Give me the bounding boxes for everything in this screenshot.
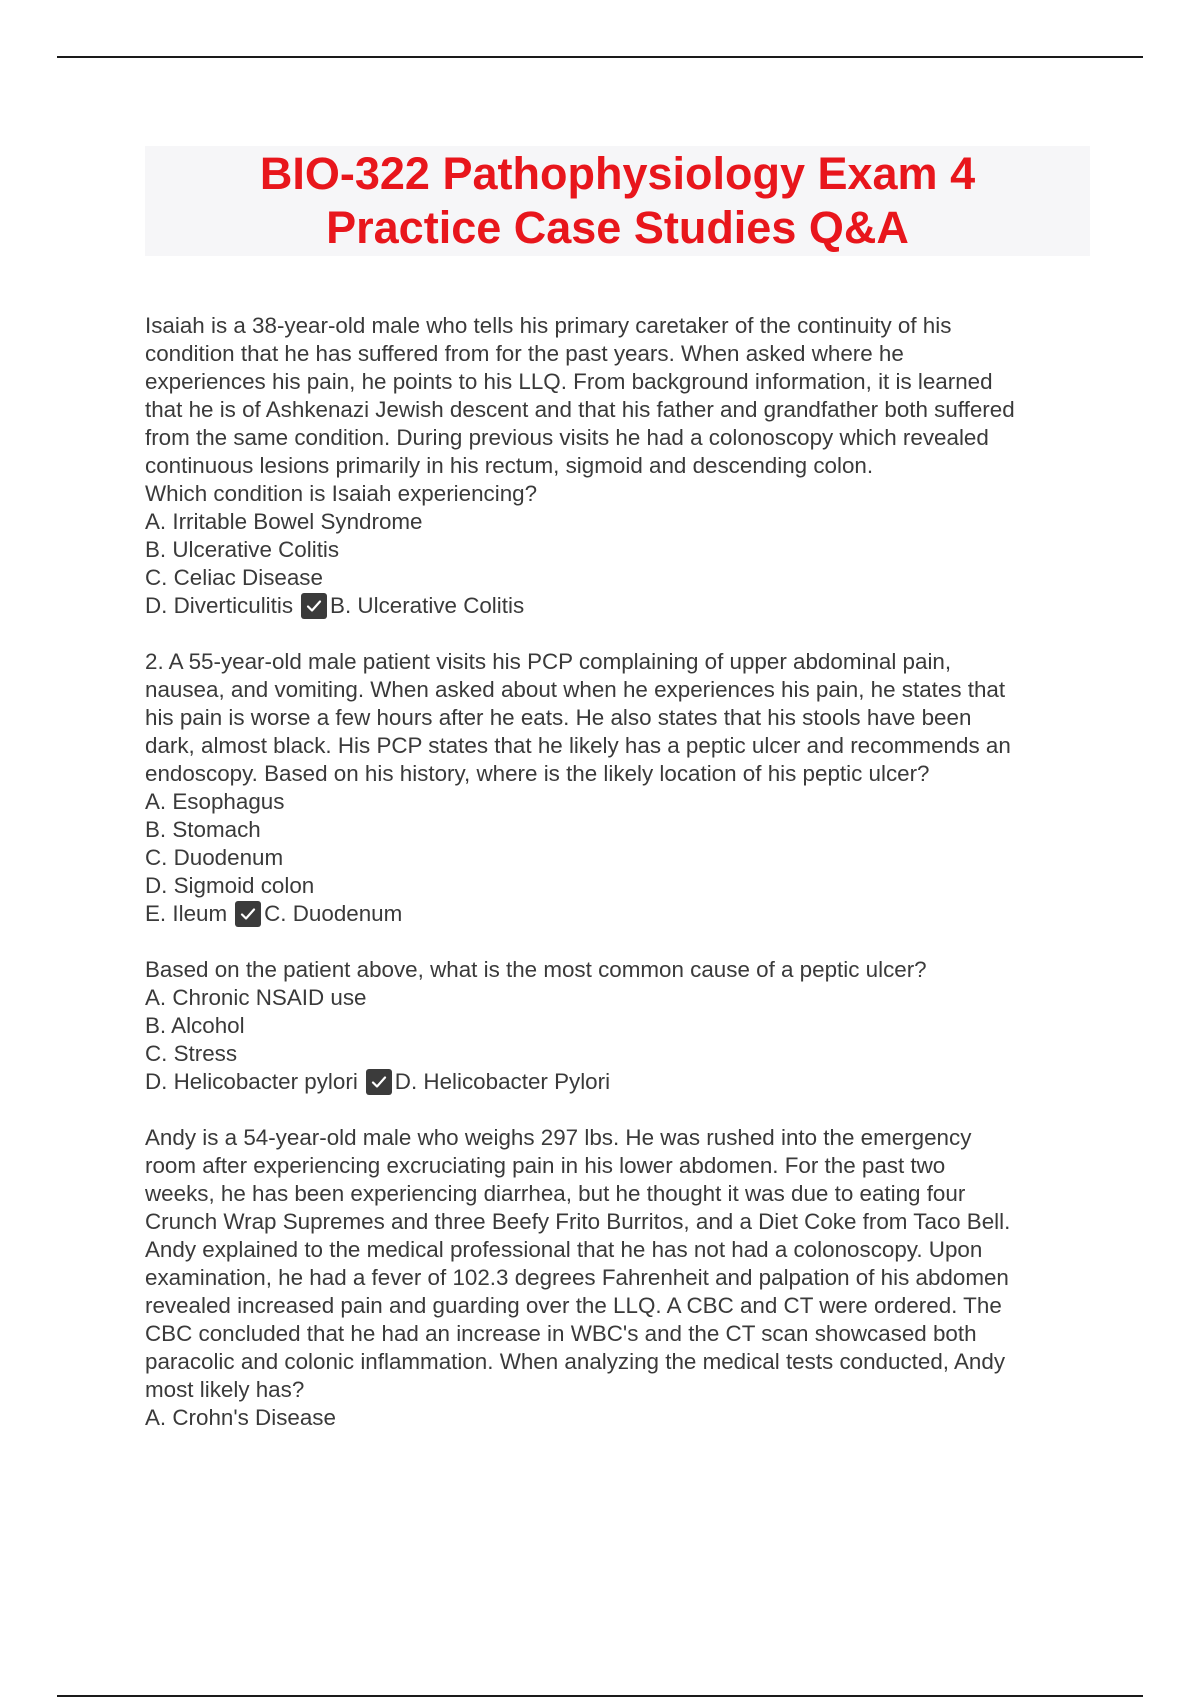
q1-option: B. Ulcerative Colitis [145, 537, 340, 562]
q3-option: C. Stress [145, 1041, 238, 1066]
q2-option: D. Sigmoid colon [145, 873, 315, 898]
q2-answer: C. Duodenum [264, 901, 403, 926]
q1-stem-line: experiences his pain, he points to his LLQ. From background information, it is learned [145, 369, 993, 394]
q1-stem-line: continuous lesions primarily in his rectum, sigmoid and descending colon. [145, 453, 874, 478]
q3-stem-line: Based on the patient above, what is the most common cause of a peptic ulcer? [145, 957, 927, 982]
q4-stem-line: Andy is a 54-year-old male who weighs 297 lbs. He was rushed into the emergency [145, 1125, 972, 1150]
title-line-1: BIO-322 Pathophysiology Exam 4 [259, 148, 976, 199]
q2-stem-line: his pain is worse a few hours after he eats. He also states that his stools have been [145, 705, 972, 730]
question-3 [145, 956, 1095, 1096]
q2-answer-line [145, 900, 1095, 928]
q3-option: B. Alcohol [145, 1013, 245, 1038]
q1-stem-line: that he is of Ashkenazi Jewish descent and that his father and grandfather both suffered [145, 397, 1015, 422]
document-body [145, 312, 1095, 1460]
q4-stem-line: Crunch Wrap Supremes and three Beefy Frito Burritos, and a Diet Coke from Taco Bell. [145, 1209, 1011, 1234]
q4-stem-line: Andy explained to the medical professional that he has not had a colonoscopy. Upon [145, 1237, 983, 1262]
q4-stem-line: CBC concluded that he had an increase in WBC's and the CT scan showcased both [145, 1321, 977, 1346]
q2-option: B. Stomach [145, 817, 261, 842]
checkmark-icon [366, 1069, 392, 1095]
checkmark-icon [235, 901, 261, 927]
q1-option: C. Celiac Disease [145, 565, 323, 590]
q4-stem-line: weeks, he has been experiencing diarrhea, but he thought it was due to eating four [145, 1181, 966, 1206]
top-rule [57, 56, 1143, 58]
q1-stem-line: Which condition is Isaiah experiencing? [145, 481, 538, 506]
q4-stem-line: most likely has? [145, 1377, 305, 1402]
q1-stem-line: from the same condition. During previous visits he had a colonoscopy which revealed [145, 425, 989, 450]
q4-option: A. Crohn's Disease [145, 1405, 336, 1430]
q2-stem-line: endoscopy. Based on his history, where is the likely location of his peptic ulcer? [145, 761, 930, 786]
q2-option: E. Ileum [145, 901, 228, 926]
q1-option: A. Irritable Bowel Syndrome [145, 509, 423, 534]
q3-answer-line [145, 1068, 1095, 1096]
q1-answer-line [145, 592, 1095, 620]
q1-answer: B. Ulcerative Colitis [330, 593, 525, 618]
q3-option: A. Chronic NSAID use [145, 985, 367, 1010]
q2-stem-line: dark, almost black. His PCP states that he likely has a peptic ulcer and recommends an [145, 733, 1011, 758]
q1-option: D. Diverticulitis [145, 593, 294, 618]
q4-stem-line: revealed increased pain and guarding over the LLQ. A CBC and CT were ordered. The [145, 1293, 1002, 1318]
q2-stem-line: nausea, and vomiting. When asked about when he experiences his pain, he states that [145, 677, 1006, 702]
bottom-rule [57, 1695, 1143, 1697]
q2-option: C. Duodenum [145, 845, 284, 870]
question-2 [145, 648, 1095, 928]
q4-stem-line: paracolic and colonic inflammation. When analyzing the medical tests conducted, Andy [145, 1349, 1006, 1374]
checkmark-icon [301, 593, 327, 619]
q1-stem-line: Isaiah is a 38-year-old male who tells his primary caretaker of the continuity of his [145, 313, 952, 338]
q3-answer: D. Helicobacter Pylori [394, 1069, 611, 1094]
title-banner [145, 146, 1090, 256]
q3-option: D. Helicobacter pylori [145, 1069, 358, 1094]
q2-stem-line: 2. A 55-year-old male patient visits his PCP complaining of upper abdominal pain, [145, 649, 952, 674]
q2-option: A. Esophagus [145, 789, 285, 814]
title-line-2: Practice Case Studies Q&A [326, 202, 909, 253]
q4-stem-line: room after experiencing excruciating pain in his lower abdomen. For the past two [145, 1153, 946, 1178]
question-1 [145, 312, 1095, 620]
q4-stem-line: examination, he had a fever of 102.3 degrees Fahrenheit and palpation of his abdomen [145, 1265, 1009, 1290]
question-4 [145, 1124, 1095, 1432]
q1-stem-line: condition that he has suffered from for the past years. When asked where he [145, 341, 904, 366]
